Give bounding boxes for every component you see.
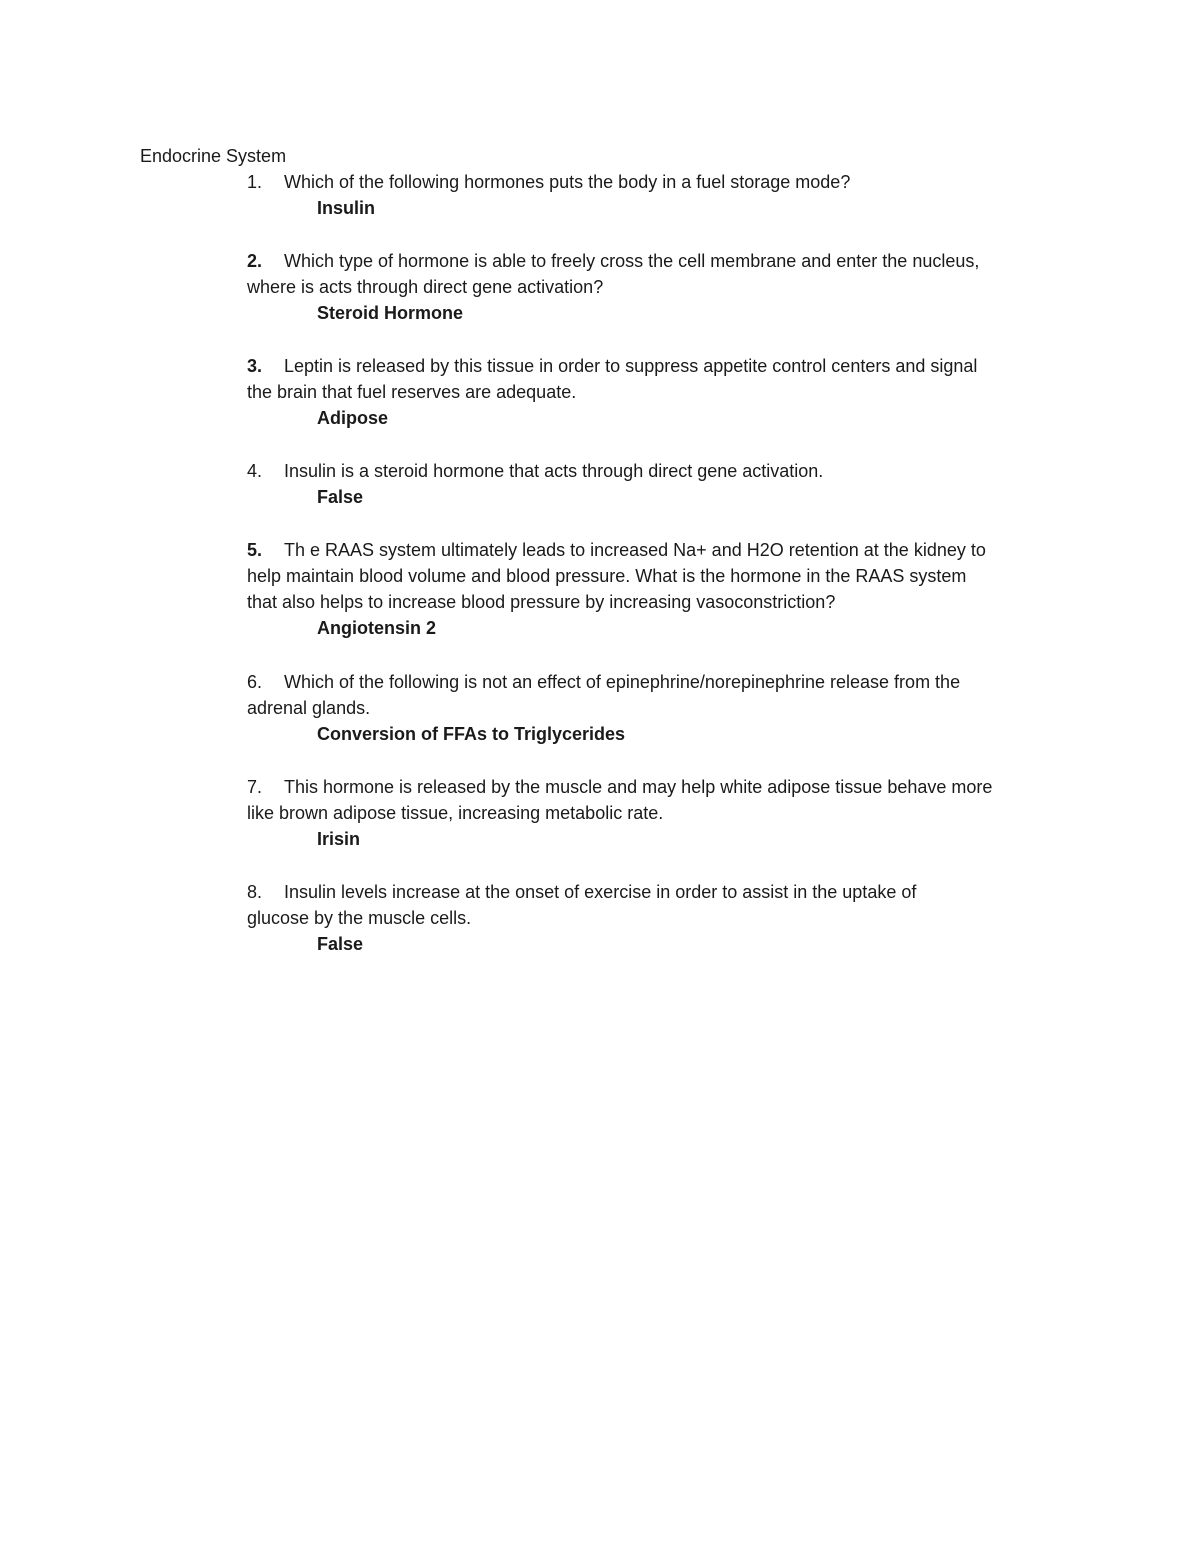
question-text: Which of the following hormones puts the body in a fuel storage mode? bbox=[284, 172, 851, 192]
question-3 bbox=[247, 353, 1077, 431]
question-number: 1. bbox=[247, 172, 263, 192]
answer: Insulin bbox=[317, 198, 375, 218]
question-text-continued: where is acts through direct gene activation? bbox=[247, 277, 604, 297]
question-number: 3. bbox=[247, 356, 263, 376]
question-number: 4. bbox=[247, 461, 263, 481]
answer: Conversion of FFAs to Triglycerides bbox=[317, 724, 626, 744]
question-text-continued: help maintain blood volume and blood pressure. What is the hormone in the RAAS system bbox=[247, 566, 967, 586]
question-4 bbox=[247, 458, 1077, 510]
question-text: Leptin is released by this tissue in order to suppress appetite control centers and signal bbox=[284, 356, 978, 376]
question-line bbox=[247, 537, 1077, 563]
question-6 bbox=[247, 669, 1077, 747]
answer: False bbox=[317, 487, 364, 507]
question-line bbox=[247, 458, 1077, 484]
answer: Steroid Hormone bbox=[317, 303, 464, 323]
question-2 bbox=[247, 248, 1077, 326]
question-text-continued: the brain that fuel reserves are adequate. bbox=[247, 382, 577, 402]
question-text-continued: like brown adipose tissue, increasing metabolic rate. bbox=[247, 803, 664, 823]
question-text: This hormone is released by the muscle and may help white adipose tissue behave more bbox=[284, 777, 993, 797]
question-8 bbox=[247, 879, 1077, 957]
question-text-continued: glucose by the muscle cells. bbox=[247, 908, 472, 928]
question-line bbox=[247, 248, 1077, 274]
question-1 bbox=[247, 169, 1077, 221]
answer: Adipose bbox=[317, 408, 389, 428]
question-number: 6. bbox=[247, 672, 263, 692]
question-line bbox=[247, 774, 1077, 800]
question-5 bbox=[247, 537, 1077, 641]
question-number: 8. bbox=[247, 882, 263, 902]
question-number: 7. bbox=[247, 777, 263, 797]
question-text: Which of the following is not an effect of epinephrine/norepinephrine release from the bbox=[284, 672, 961, 692]
question-text: Insulin is a steroid hormone that acts through direct gene activation. bbox=[284, 461, 824, 481]
answer: False bbox=[317, 934, 364, 954]
answer: Irisin bbox=[317, 829, 361, 849]
question-text-continued: adrenal glands. bbox=[247, 698, 371, 718]
question-text: Insulin levels increase at the onset of exercise in order to assist in the uptake of bbox=[284, 882, 917, 902]
question-text: Which type of hormone is able to freely cross the cell membrane and enter the nucleus, bbox=[284, 251, 980, 271]
question-number: 2. bbox=[247, 251, 263, 271]
question-line bbox=[247, 669, 1077, 695]
question-line bbox=[247, 879, 1077, 905]
question-line bbox=[247, 353, 1077, 379]
question-text: Th e RAAS system ultimately leads to increased Na+ and H2O retention at the kidney to bbox=[284, 540, 986, 560]
answer: Angiotensin 2 bbox=[317, 618, 437, 638]
question-number: 5. bbox=[247, 540, 263, 560]
question-text-continued: that also helps to increase blood pressure by increasing vasoconstriction? bbox=[247, 592, 836, 612]
question-line bbox=[247, 169, 1077, 195]
document-title: Endocrine System bbox=[140, 146, 287, 166]
question-7 bbox=[247, 774, 1077, 852]
